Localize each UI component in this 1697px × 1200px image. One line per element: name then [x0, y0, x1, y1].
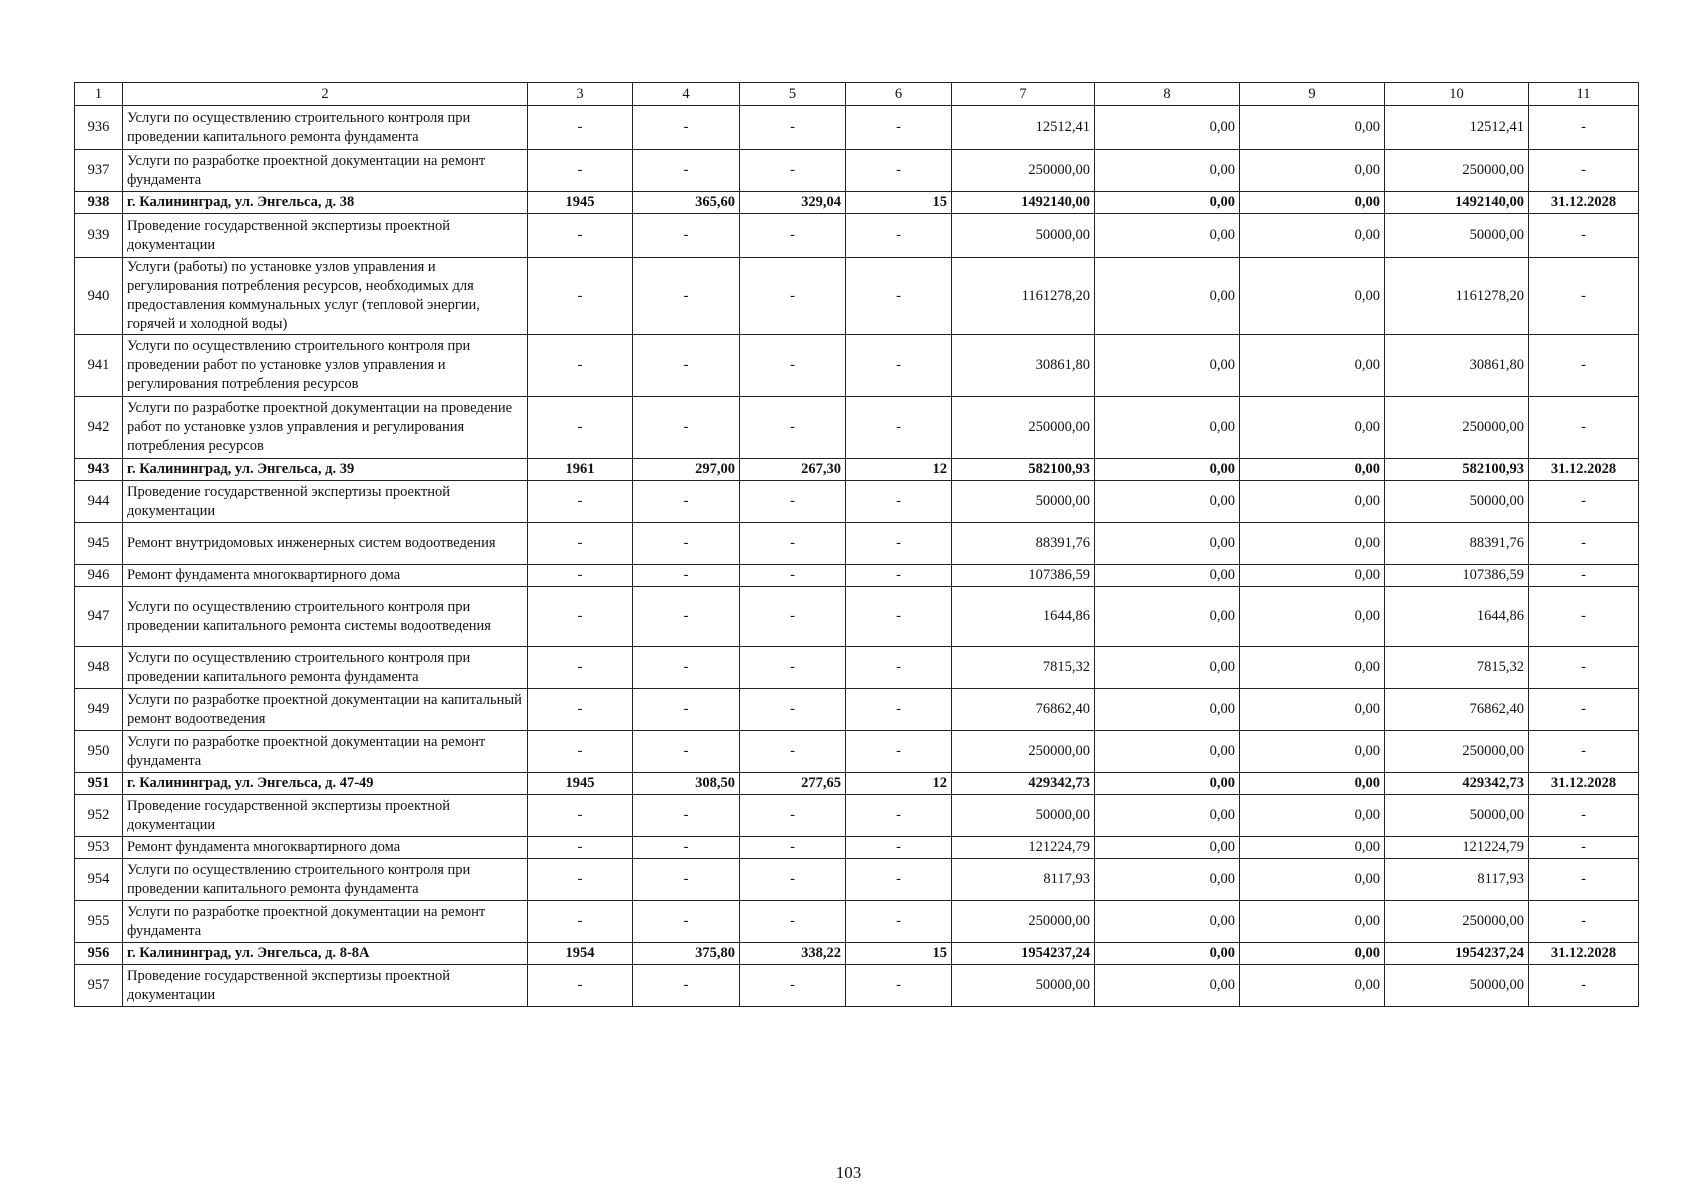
work-item-row [75, 689, 1639, 731]
value-cell-c4: - [633, 689, 740, 731]
row-number-cell: 947 [75, 587, 123, 647]
column-header: 5 [740, 83, 846, 106]
item-name-cell: Услуги по разработке проектной документации на ремонт фундамента [123, 731, 528, 773]
value-cell-c10: 30861,80 [1385, 335, 1529, 397]
item-name-cell: Проведение государственной экспертизы проектной документации [123, 214, 528, 258]
value-cell-c7: 7815,32 [952, 647, 1095, 689]
value-cell-c11: - [1529, 859, 1639, 901]
value-cell-c5: - [740, 565, 846, 587]
value-cell-c7: 250000,00 [952, 731, 1095, 773]
value-cell-c8: 0,00 [1095, 214, 1240, 258]
work-item-row [75, 901, 1639, 943]
value-cell-c8: 0,00 [1095, 150, 1240, 192]
value-cell-c5: 338,22 [740, 943, 846, 965]
row-number-cell: 951 [75, 773, 123, 795]
work-item-row [75, 587, 1639, 647]
work-item-row [75, 258, 1639, 335]
value-cell-c11: - [1529, 150, 1639, 192]
value-cell-c11: - [1529, 731, 1639, 773]
value-cell-c8: 0,00 [1095, 335, 1240, 397]
work-item-row [75, 335, 1639, 397]
row-number-cell: 950 [75, 731, 123, 773]
value-cell-c6: - [846, 901, 952, 943]
column-header: 4 [633, 83, 740, 106]
value-cell-c3: - [528, 689, 633, 731]
value-cell-c8: 0,00 [1095, 647, 1240, 689]
item-name-cell: Услуги по осуществлению строительного контроля при проведении капитального ремонта фундамента [123, 106, 528, 150]
value-cell-c7: 1644,86 [952, 587, 1095, 647]
value-cell-c11: 31.12.2028 [1529, 943, 1639, 965]
value-cell-c4: - [633, 565, 740, 587]
value-cell-c3: - [528, 523, 633, 565]
item-name-cell: Услуги по осуществлению строительного контроля при проведении капитального ремонта фундамента [123, 859, 528, 901]
value-cell-c6: 15 [846, 943, 952, 965]
value-cell-c9: 0,00 [1240, 943, 1385, 965]
value-cell-c6: 15 [846, 192, 952, 214]
value-cell-c3: - [528, 150, 633, 192]
value-cell-c6: - [846, 689, 952, 731]
value-cell-c8: 0,00 [1095, 795, 1240, 837]
column-header: 1 [75, 83, 123, 106]
value-cell-c10: 8117,93 [1385, 859, 1529, 901]
value-cell-c11: - [1529, 587, 1639, 647]
value-cell-c11: - [1529, 837, 1639, 859]
row-number-cell: 936 [75, 106, 123, 150]
value-cell-c9: 0,00 [1240, 106, 1385, 150]
value-cell-c10: 1492140,00 [1385, 192, 1529, 214]
value-cell-c9: 0,00 [1240, 397, 1385, 459]
value-cell-c8: 0,00 [1095, 901, 1240, 943]
item-name-cell: Услуги по осуществлению строительного контроля при проведении работ по установке узлов управления и регулирования потребления ресурсов [123, 335, 528, 397]
column-header: 6 [846, 83, 952, 106]
value-cell-c3: - [528, 859, 633, 901]
value-cell-c4: - [633, 397, 740, 459]
value-cell-c4: - [633, 335, 740, 397]
work-item-row [75, 731, 1639, 773]
value-cell-c9: 0,00 [1240, 901, 1385, 943]
value-cell-c4: 365,60 [633, 192, 740, 214]
value-cell-c5: - [740, 647, 846, 689]
value-cell-c7: 250000,00 [952, 397, 1095, 459]
value-cell-c8: 0,00 [1095, 397, 1240, 459]
row-number-cell: 939 [75, 214, 123, 258]
item-name-cell: Услуги по разработке проектной документации на капитальный ремонт водоотведения [123, 689, 528, 731]
column-header: 9 [1240, 83, 1385, 106]
value-cell-c7: 121224,79 [952, 837, 1095, 859]
work-item-row [75, 150, 1639, 192]
value-cell-c10: 50000,00 [1385, 965, 1529, 1007]
value-cell-c11: - [1529, 523, 1639, 565]
item-name-cell: Услуги по разработке проектной документации на проведение работ по установке узлов управления и регулирования потребления ресурсов [123, 397, 528, 459]
value-cell-c4: - [633, 523, 740, 565]
value-cell-c3: - [528, 214, 633, 258]
value-cell-c7: 250000,00 [952, 150, 1095, 192]
value-cell-c4: - [633, 214, 740, 258]
value-cell-c10: 429342,73 [1385, 773, 1529, 795]
value-cell-c11: - [1529, 689, 1639, 731]
column-header: 3 [528, 83, 633, 106]
row-number-cell: 945 [75, 523, 123, 565]
column-header: 10 [1385, 83, 1529, 106]
value-cell-c6: - [846, 150, 952, 192]
work-item-row [75, 481, 1639, 523]
value-cell-c10: 12512,41 [1385, 106, 1529, 150]
column-header: 7 [952, 83, 1095, 106]
row-number-cell: 948 [75, 647, 123, 689]
row-number-cell: 955 [75, 901, 123, 943]
value-cell-c8: 0,00 [1095, 859, 1240, 901]
value-cell-c6: 12 [846, 773, 952, 795]
value-cell-c10: 76862,40 [1385, 689, 1529, 731]
value-cell-c7: 107386,59 [952, 565, 1095, 587]
value-cell-c4: 375,80 [633, 943, 740, 965]
row-number-cell: 956 [75, 943, 123, 965]
value-cell-c4: - [633, 965, 740, 1007]
value-cell-c3: - [528, 335, 633, 397]
value-cell-c11: 31.12.2028 [1529, 459, 1639, 481]
work-item-row [75, 397, 1639, 459]
item-name-cell: Услуги по разработке проектной документации на ремонт фундамента [123, 901, 528, 943]
value-cell-c6: - [846, 481, 952, 523]
value-cell-c9: 0,00 [1240, 335, 1385, 397]
value-cell-c5: - [740, 258, 846, 335]
value-cell-c9: 0,00 [1240, 258, 1385, 335]
value-cell-c8: 0,00 [1095, 587, 1240, 647]
value-cell-c10: 107386,59 [1385, 565, 1529, 587]
value-cell-c8: 0,00 [1095, 481, 1240, 523]
item-name-cell: г. Калининград, ул. Энгельса, д. 39 [123, 459, 528, 481]
row-number-cell: 937 [75, 150, 123, 192]
item-name-cell: Ремонт фундамента многоквартирного дома [123, 565, 528, 587]
value-cell-c9: 0,00 [1240, 647, 1385, 689]
value-cell-c6: - [846, 647, 952, 689]
value-cell-c5: - [740, 587, 846, 647]
value-cell-c4: - [633, 106, 740, 150]
item-name-cell: г. Калининград, ул. Энгельса, д. 47-49 [123, 773, 528, 795]
page-number: 103 [835, 1163, 862, 1182]
value-cell-c11: - [1529, 565, 1639, 587]
value-cell-c7: 76862,40 [952, 689, 1095, 731]
value-cell-c3: 1945 [528, 773, 633, 795]
value-cell-c7: 429342,73 [952, 773, 1095, 795]
value-cell-c7: 250000,00 [952, 901, 1095, 943]
value-cell-c5: - [740, 965, 846, 1007]
value-cell-c8: 0,00 [1095, 943, 1240, 965]
value-cell-c9: 0,00 [1240, 587, 1385, 647]
value-cell-c6: - [846, 731, 952, 773]
value-cell-c10: 50000,00 [1385, 795, 1529, 837]
value-cell-c10: 250000,00 [1385, 397, 1529, 459]
value-cell-c5: - [740, 214, 846, 258]
item-name-cell: Услуги по разработке проектной документации на ремонт фундамента [123, 150, 528, 192]
value-cell-c4: - [633, 150, 740, 192]
value-cell-c5: - [740, 335, 846, 397]
row-number-cell: 953 [75, 837, 123, 859]
value-cell-c6: - [846, 795, 952, 837]
value-cell-c8: 0,00 [1095, 565, 1240, 587]
value-cell-c4: - [633, 901, 740, 943]
value-cell-c10: 250000,00 [1385, 150, 1529, 192]
value-cell-c4: - [633, 481, 740, 523]
value-cell-c6: - [846, 397, 952, 459]
value-cell-c7: 50000,00 [952, 795, 1095, 837]
value-cell-c5: - [740, 689, 846, 731]
value-cell-c4: 308,50 [633, 773, 740, 795]
row-number-cell: 943 [75, 459, 123, 481]
value-cell-c7: 8117,93 [952, 859, 1095, 901]
row-number-cell: 952 [75, 795, 123, 837]
value-cell-c7: 30861,80 [952, 335, 1095, 397]
value-cell-c7: 50000,00 [952, 965, 1095, 1007]
work-item-row [75, 214, 1639, 258]
value-cell-c10: 250000,00 [1385, 901, 1529, 943]
value-cell-c5: - [740, 795, 846, 837]
work-item-row [75, 647, 1639, 689]
address-row [75, 192, 1639, 214]
value-cell-c10: 121224,79 [1385, 837, 1529, 859]
value-cell-c5: - [740, 397, 846, 459]
value-cell-c5: - [740, 859, 846, 901]
item-name-cell: г. Калининград, ул. Энгельса, д. 8-8А [123, 943, 528, 965]
value-cell-c5: - [740, 106, 846, 150]
value-cell-c9: 0,00 [1240, 965, 1385, 1007]
value-cell-c5: 267,30 [740, 459, 846, 481]
value-cell-c11: - [1529, 214, 1639, 258]
value-cell-c8: 0,00 [1095, 523, 1240, 565]
value-cell-c9: 0,00 [1240, 192, 1385, 214]
value-cell-c8: 0,00 [1095, 689, 1240, 731]
value-cell-c7: 1161278,20 [952, 258, 1095, 335]
value-cell-c4: - [633, 647, 740, 689]
item-name-cell: Ремонт фундамента многоквартирного дома [123, 837, 528, 859]
value-cell-c10: 1954237,24 [1385, 943, 1529, 965]
value-cell-c8: 0,00 [1095, 192, 1240, 214]
value-cell-c10: 7815,32 [1385, 647, 1529, 689]
value-cell-c3: - [528, 397, 633, 459]
value-cell-c3: - [528, 587, 633, 647]
value-cell-c5: - [740, 523, 846, 565]
item-name-cell: Услуги по осуществлению строительного контроля при проведении капитального ремонта фундамента [123, 647, 528, 689]
value-cell-c3: - [528, 795, 633, 837]
value-cell-c5: - [740, 731, 846, 773]
value-cell-c6: - [846, 335, 952, 397]
value-cell-c3: - [528, 106, 633, 150]
value-cell-c4: - [633, 859, 740, 901]
column-header: 2 [123, 83, 528, 106]
address-row [75, 943, 1639, 965]
value-cell-c9: 0,00 [1240, 214, 1385, 258]
work-item-row [75, 565, 1639, 587]
value-cell-c7: 50000,00 [952, 481, 1095, 523]
value-cell-c4: - [633, 587, 740, 647]
value-cell-c7: 50000,00 [952, 214, 1095, 258]
work-item-row [75, 795, 1639, 837]
value-cell-c3: - [528, 481, 633, 523]
row-number-cell: 942 [75, 397, 123, 459]
value-cell-c6: - [846, 587, 952, 647]
value-cell-c8: 0,00 [1095, 459, 1240, 481]
work-item-row [75, 106, 1639, 150]
value-cell-c7: 88391,76 [952, 523, 1095, 565]
address-row [75, 773, 1639, 795]
value-cell-c6: - [846, 837, 952, 859]
row-number-cell: 938 [75, 192, 123, 214]
item-name-cell: Услуги по осуществлению строительного контроля при проведении капитального ремонта системы водоотведения [123, 587, 528, 647]
column-header: 11 [1529, 83, 1639, 106]
row-number-cell: 949 [75, 689, 123, 731]
address-row [75, 459, 1639, 481]
row-number-cell: 946 [75, 565, 123, 587]
value-cell-c5: - [740, 150, 846, 192]
value-cell-c6: - [846, 214, 952, 258]
value-cell-c10: 50000,00 [1385, 214, 1529, 258]
value-cell-c10: 88391,76 [1385, 523, 1529, 565]
value-cell-c9: 0,00 [1240, 481, 1385, 523]
item-name-cell: Проведение государственной экспертизы проектной документации [123, 481, 528, 523]
item-name-cell: Услуги (работы) по установке узлов управления и регулирования потребления ресурсов, необходимых для предоставления коммунальных услуг (тепловой энергии, горячей и холодной воды) [123, 258, 528, 335]
value-cell-c4: 297,00 [633, 459, 740, 481]
value-cell-c5: - [740, 901, 846, 943]
item-name-cell: г. Калининград, ул. Энгельса, д. 38 [123, 192, 528, 214]
work-item-row [75, 859, 1639, 901]
value-cell-c3: 1945 [528, 192, 633, 214]
value-cell-c3: 1954 [528, 943, 633, 965]
value-cell-c10: 582100,93 [1385, 459, 1529, 481]
value-cell-c11: - [1529, 901, 1639, 943]
value-cell-c11: - [1529, 481, 1639, 523]
item-name-cell: Ремонт внутридомовых инженерных систем водоотведения [123, 523, 528, 565]
value-cell-c5: - [740, 837, 846, 859]
value-cell-c7: 582100,93 [952, 459, 1095, 481]
program-table [74, 82, 1639, 1007]
value-cell-c9: 0,00 [1240, 795, 1385, 837]
value-cell-c11: - [1529, 397, 1639, 459]
value-cell-c4: - [633, 837, 740, 859]
value-cell-c7: 12512,41 [952, 106, 1095, 150]
value-cell-c9: 0,00 [1240, 150, 1385, 192]
value-cell-c6: - [846, 106, 952, 150]
value-cell-c10: 50000,00 [1385, 481, 1529, 523]
value-cell-c4: - [633, 731, 740, 773]
value-cell-c8: 0,00 [1095, 837, 1240, 859]
value-cell-c3: - [528, 731, 633, 773]
value-cell-c3: - [528, 565, 633, 587]
value-cell-c10: 1161278,20 [1385, 258, 1529, 335]
value-cell-c8: 0,00 [1095, 731, 1240, 773]
value-cell-c9: 0,00 [1240, 773, 1385, 795]
row-number-cell: 957 [75, 965, 123, 1007]
value-cell-c3: - [528, 965, 633, 1007]
value-cell-c4: - [633, 258, 740, 335]
value-cell-c6: - [846, 258, 952, 335]
value-cell-c9: 0,00 [1240, 731, 1385, 773]
value-cell-c5: - [740, 481, 846, 523]
value-cell-c11: - [1529, 795, 1639, 837]
value-cell-c6: - [846, 565, 952, 587]
value-cell-c9: 0,00 [1240, 565, 1385, 587]
row-number-cell: 941 [75, 335, 123, 397]
value-cell-c8: 0,00 [1095, 258, 1240, 335]
value-cell-c6: - [846, 859, 952, 901]
value-cell-c11: - [1529, 335, 1639, 397]
item-name-cell: Проведение государственной экспертизы проектной документации [123, 795, 528, 837]
value-cell-c8: 0,00 [1095, 106, 1240, 150]
value-cell-c7: 1954237,24 [952, 943, 1095, 965]
value-cell-c11: - [1529, 647, 1639, 689]
work-item-row [75, 837, 1639, 859]
value-cell-c8: 0,00 [1095, 965, 1240, 1007]
value-cell-c11: - [1529, 965, 1639, 1007]
value-cell-c11: - [1529, 106, 1639, 150]
row-number-cell: 954 [75, 859, 123, 901]
value-cell-c5: 277,65 [740, 773, 846, 795]
value-cell-c3: 1961 [528, 459, 633, 481]
work-item-row [75, 965, 1639, 1007]
value-cell-c4: - [633, 795, 740, 837]
value-cell-c3: - [528, 647, 633, 689]
value-cell-c7: 1492140,00 [952, 192, 1095, 214]
value-cell-c3: - [528, 258, 633, 335]
value-cell-c9: 0,00 [1240, 837, 1385, 859]
column-header: 8 [1095, 83, 1240, 106]
header-row [75, 83, 1639, 106]
value-cell-c6: 12 [846, 459, 952, 481]
value-cell-c11: 31.12.2028 [1529, 192, 1639, 214]
value-cell-c11: 31.12.2028 [1529, 773, 1639, 795]
value-cell-c9: 0,00 [1240, 459, 1385, 481]
value-cell-c5: 329,04 [740, 192, 846, 214]
item-name-cell: Проведение государственной экспертизы проектной документации [123, 965, 528, 1007]
row-number-cell: 940 [75, 258, 123, 335]
value-cell-c10: 250000,00 [1385, 731, 1529, 773]
value-cell-c3: - [528, 837, 633, 859]
value-cell-c9: 0,00 [1240, 523, 1385, 565]
value-cell-c10: 1644,86 [1385, 587, 1529, 647]
value-cell-c11: - [1529, 258, 1639, 335]
value-cell-c6: - [846, 523, 952, 565]
value-cell-c9: 0,00 [1240, 689, 1385, 731]
value-cell-c8: 0,00 [1095, 773, 1240, 795]
row-number-cell: 944 [75, 481, 123, 523]
value-cell-c3: - [528, 901, 633, 943]
value-cell-c6: - [846, 965, 952, 1007]
work-item-row [75, 523, 1639, 565]
value-cell-c9: 0,00 [1240, 859, 1385, 901]
